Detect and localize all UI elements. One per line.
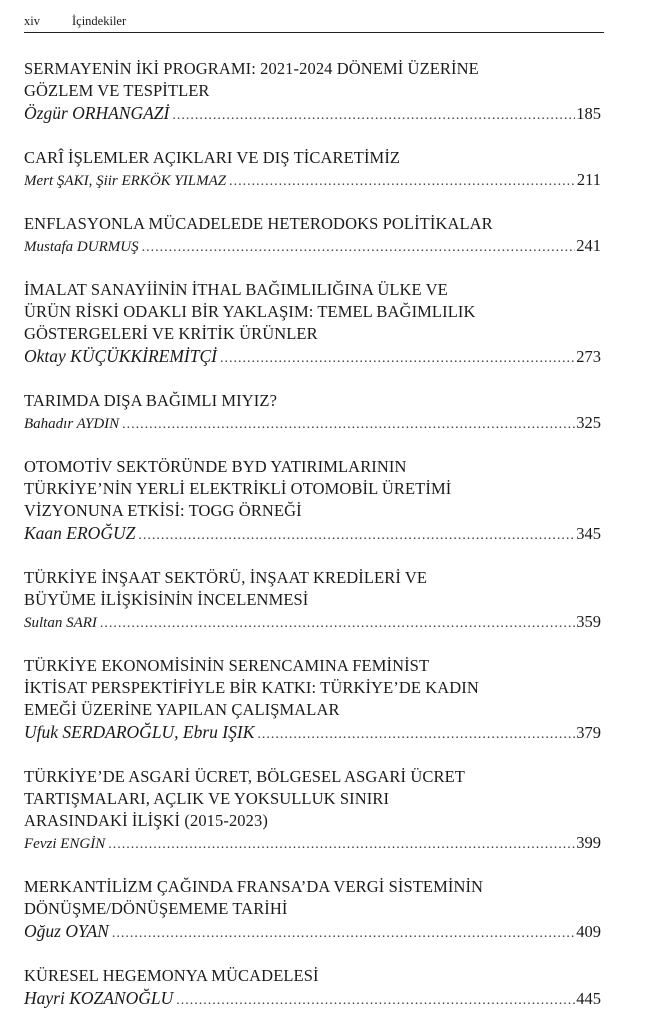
entry-page-number: 379: [576, 723, 601, 742]
running-header: [24, 12, 604, 33]
entry-author-line: [24, 721, 601, 746]
toc-entry: [24, 279, 601, 370]
entry-author-line: [24, 832, 601, 856]
entry-title: TARIMDA DIŞA BAĞIMLI MIYIZ?: [24, 391, 277, 410]
entry-author-line: [24, 345, 601, 370]
entry-author: Mustafa DURMUŞ: [24, 239, 139, 255]
entry-author: Oktay KÜÇÜKKİREMİTÇİ: [24, 346, 217, 366]
table-of-contents: [24, 58, 601, 1032]
entry-title: CARÎ İŞLEMLER AÇIKLARI VE DIŞ TİCARETİMİZ: [24, 148, 401, 167]
entry-page-number: 345: [576, 524, 601, 543]
dot-leader: [229, 171, 576, 193]
entry-author: Mert ŞAKI, Şiir ERKÖK YILMAZ: [24, 173, 227, 189]
dot-leader: [142, 237, 576, 259]
entry-title: KÜRESEL HEGEMONYA MÜCADELESİ: [24, 966, 319, 985]
entry-author-line: [24, 235, 601, 259]
toc-entry: [24, 876, 601, 945]
entry-author-line: [24, 522, 601, 547]
entry-title: SERMAYENİN İKİ PROGRAMI: 2021-2024 DÖNEMİ ÜZERİNE GÖZLEM VE TESPİTLER: [24, 59, 479, 100]
toc-entry: [24, 965, 601, 1012]
entry-author: Oğuz OYAN: [24, 921, 109, 941]
entry-author: Kaan EROĞUZ: [24, 523, 136, 543]
entry-page-number: 409: [576, 922, 601, 941]
entry-title: İMALAT SANAYİİNİN İTHAL BAĞIMLILIĞINA ÜLKE VE ÜRÜN RİSKİ ODAKLI BİR YAKLAŞIM: TEMEL BAĞIMLILIK GÖSTERGELERİ VE KRİTİK ÜRÜNLER: [24, 280, 476, 343]
entry-title: MERKANTİLİZM ÇAĞINDA FRANSA’DA VERGİ SİSTEMİNİN DÖNÜŞME/DÖNÜŞEMEME TARİHİ: [24, 877, 484, 918]
dot-leader: [138, 524, 575, 547]
entry-page-number: 445: [576, 989, 601, 1008]
dot-leader: [176, 989, 575, 1012]
entry-author-line: [24, 611, 601, 635]
toc-entry: [24, 567, 601, 635]
entry-author: Sultan SARI: [24, 615, 97, 631]
entry-page-number: 211: [576, 170, 601, 189]
dot-leader: [100, 613, 575, 635]
dot-leader: [112, 922, 575, 945]
entry-page-number: 325: [576, 413, 601, 432]
entry-title: OTOMOTİV SEKTÖRÜNDE BYD YATIRIMLARININ TÜRKİYE’NİN YERLİ ELEKTRİKLİ OTOMOBİL ÜRETİMİ VİZYONUNA ETKİSİ: TOGG ÖRNEĞİ: [24, 457, 452, 520]
entry-page-number: 241: [576, 236, 601, 255]
entry-page-number: 273: [576, 347, 601, 366]
entry-author: Hayri KOZANOĞLU: [24, 988, 174, 1008]
entry-author: Ufuk SERDAROĞLU, Ebru IŞIK: [24, 722, 255, 742]
entry-author-line: [24, 920, 601, 945]
dot-leader: [108, 834, 575, 856]
entry-author: Özgür ORHANGAZİ: [24, 103, 170, 123]
entry-title: TÜRKİYE İNŞAAT SEKTÖRÜ, İNŞAAT KREDİLERİ VE BÜYÜME İLİŞKİSİNİN İNCELENMESİ: [24, 568, 428, 609]
entry-title: TÜRKİYE’DE ASGARİ ÜCRET, BÖLGESEL ASGARİ ÜCRET TARTIŞMALARI, AÇLIK VE YOKSULLUK SINIRI ARASINDAKİ İLİŞKİ (2015-2023): [24, 767, 465, 830]
dot-leader: [172, 104, 575, 127]
toc-entry: [24, 766, 601, 856]
toc-entry: [24, 213, 601, 259]
dot-leader: [220, 347, 575, 370]
toc-entry: [24, 655, 601, 746]
entry-title: ENFLASYONLA MÜCADELEDE HETERODOKS POLİTİKALAR: [24, 214, 493, 233]
entry-author: Bahadır AYDIN: [24, 416, 120, 432]
header-page-number: xiv: [24, 14, 40, 28]
header-section-title: İçindekiler: [72, 14, 127, 28]
entry-title: TÜRKİYE EKONOMİSİNİN SERENCAMINA FEMİNİST İKTİSAT PERSPEKTİFİYLE BİR KATKI: TÜRKİYE’DE KADIN EMEĞİ ÜZERİNE YAPILAN ÇALIŞMALAR: [24, 656, 479, 719]
toc-entry: [24, 58, 601, 127]
entry-author-line: [24, 102, 601, 127]
toc-entry: [24, 456, 601, 547]
entry-author-line: [24, 987, 601, 1012]
toc-entry: [24, 147, 601, 193]
entry-author: Fevzi ENGİN: [24, 836, 106, 852]
dot-leader: [257, 723, 575, 746]
entry-author-line: [24, 412, 601, 436]
entry-page-number: 399: [576, 833, 601, 852]
entry-page-number: 359: [576, 612, 601, 631]
toc-entry: [24, 390, 601, 436]
dot-leader: [122, 414, 575, 436]
entry-author-line: [24, 169, 601, 193]
entry-page-number: 185: [576, 104, 601, 123]
